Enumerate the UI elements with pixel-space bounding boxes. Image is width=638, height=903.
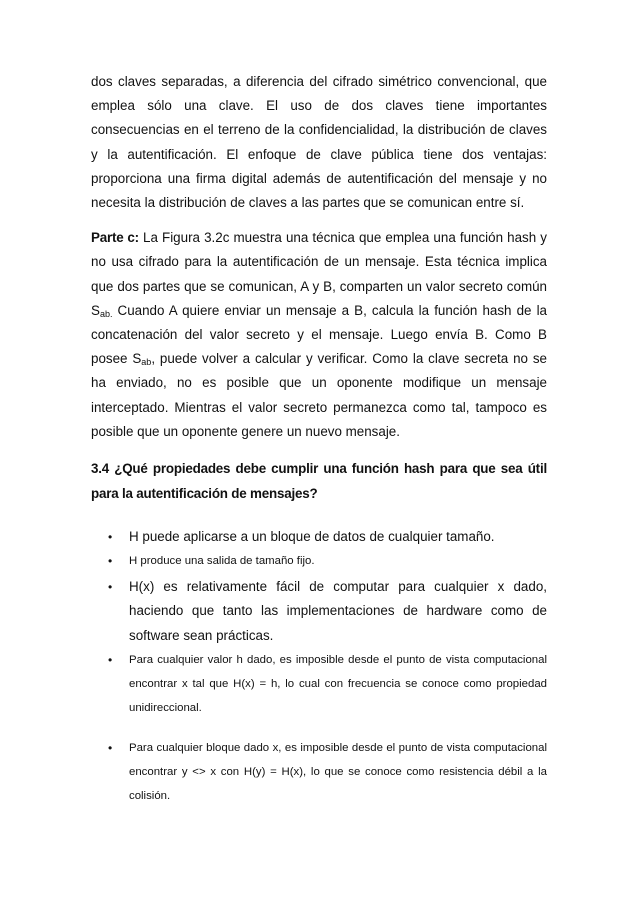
section-heading: 3.4 ¿Qué propiedades debe cumplir una función hash para que sea útil para la autentificación de mensajes? xyxy=(91,461,547,502)
bullet-icon: • xyxy=(108,652,113,667)
part-c-text-a: La Figura 3.2c muestra una técnica que emplea una función hash y no usa cifrado para la autentificación de un mensaje. Esta técnica implica que dos partes que se comunican, A y B, comparten un valor secreto común S xyxy=(91,230,547,318)
list-item xyxy=(91,648,547,720)
subscript-ab-1: ab. xyxy=(99,308,113,319)
bullet-icon: • xyxy=(108,580,113,595)
list-item-text: H puede aplicarse a un bloque de datos de cualquier tamaño. xyxy=(129,529,495,545)
bullet-icon: • xyxy=(108,554,113,569)
part-c-text-c: , puede volver a calcular y verificar. Como la clave secreta no se ha enviado, no es posible que un oponente modifique un mensaje interceptado. Mientras el valor secreto permanezca como tal, tampoco es posible que un oponente genere un nuevo mensaje. xyxy=(91,351,547,439)
document-page xyxy=(91,70,547,808)
list-item-text: Para cualquier bloque dado x, es imposible desde el punto de vista computacional encontrar y <> x con H(y) = H(x), lo que se conoce como resistencia débil a la colisión. xyxy=(129,741,547,802)
paragraph-public-key: dos claves separadas, a diferencia del cifrado simétrico convencional, que emplea sólo una clave. El uso de dos claves tiene importantes consecuencias en el terreno de la confidencialidad, la distribución de claves y la autentificación. El enfoque de clave pública tiene dos ventajas: proporciona una firma digital además de autentificación del mensaje y no necesita la distribución de claves a las partes que se comunican entre sí. xyxy=(91,74,547,211)
properties-list xyxy=(91,525,547,808)
bullet-icon: • xyxy=(108,530,113,545)
paragraph-part-c xyxy=(91,226,547,444)
list-item-text: H produce una salida de tamaño fijo. xyxy=(129,555,315,568)
list-item-text: Para cualquier valor h dado, es imposible desde el punto de vista computacional encontrar x tal que H(x) = h, lo cual con frecuencia se conoce como propiedad unidireccional. xyxy=(129,653,547,714)
list-item xyxy=(91,525,547,549)
bullet-icon: • xyxy=(108,740,113,755)
list-item xyxy=(91,575,547,648)
subscript-ab-2: ab xyxy=(141,357,152,368)
part-c-label: Parte c: xyxy=(91,230,139,246)
list-item xyxy=(91,736,547,808)
list-item xyxy=(91,549,547,573)
list-item-text: H(x) es relativamente fácil de computar para cualquier x dado, haciendo que tanto las implementaciones de hardware como de software sean prácticas. xyxy=(129,579,547,643)
part-c-text-b: Cuando A quiere enviar un mensaje a B, calcula la función hash de la concatenación del valor secreto y el mensaje. Luego envía B. Como B posee S xyxy=(91,302,547,367)
